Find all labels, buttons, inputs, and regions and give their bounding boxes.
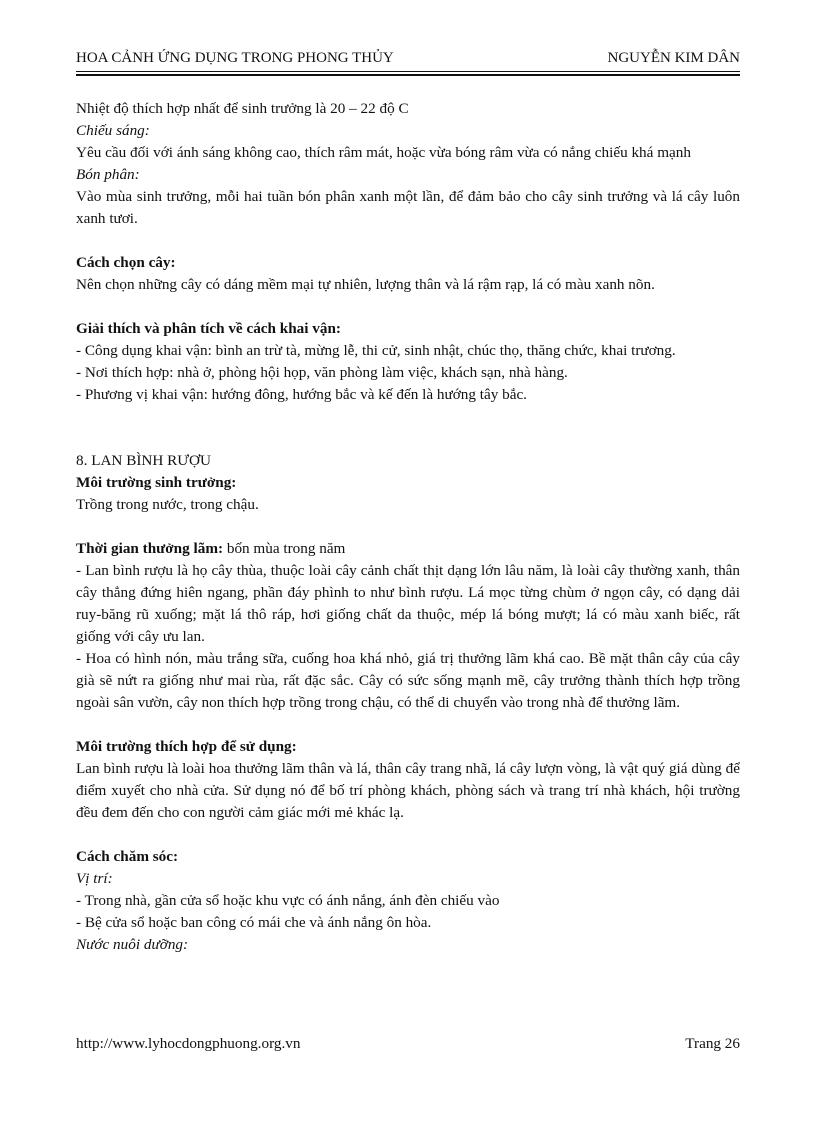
- header-title: HOA CẢNH ỨNG DỤNG TRONG PHONG THỦY: [76, 50, 394, 66]
- section-title: 8. LAN BÌNH RƯỢU: [76, 452, 211, 469]
- lighting-text: Yêu cầu đối với ánh sáng không cao, thích râm mát, hoặc vừa bóng râm vừa có nắng chiếu khá mạnh: [76, 144, 691, 161]
- usage-text: Lan bình rượu là loài hoa thưởng lãm thân và lá, thân cây trang nhã, lá cây lượn vòng, là vật quý giá dùng để điểm xuyết cho nhà cửa. Sử dụng nó để bố trí phòng khách, phòng sách và trang trí nhà khách, hội trường đều đem đến cho con người cảm giác mới mẻ khác lạ.: [76, 760, 740, 821]
- choose-text: Nên chọn những cây có dáng mềm mại tự nhiên, lượng thân và lá rậm rạp, lá có màu xanh nõn.: [76, 276, 655, 293]
- explain-item: - Công dụng khai vận: bình an trừ tà, mừng lễ, thi cử, sinh nhật, chúc thọ, thăng chức, khai trương.: [76, 342, 676, 359]
- fertilizer-text: Vào mùa sinh trưởng, mỗi hai tuần bón phân xanh một lần, để đảm bảo cho cây sinh trưởng và lá cây luôn xanh tươi.: [76, 188, 740, 227]
- viewing-time-heading: Thời gian thưởng lãm:: [76, 540, 224, 557]
- page-content: [76, 98, 740, 956]
- footer-url: http://www.lyhocdongphuong.org.vn: [76, 1035, 301, 1052]
- lighting-label: Chiếu sáng:: [76, 122, 150, 139]
- position-label: Vị trí:: [76, 870, 113, 887]
- choose-heading: Cách chọn cây:: [76, 254, 176, 271]
- environment-heading: Môi trường sinh trưởng:: [76, 474, 237, 491]
- viewing-time-text: bốn mùa trong năm: [223, 540, 346, 557]
- care-heading: Cách chăm sóc:: [76, 848, 179, 865]
- position-item: - Bệ cửa sổ hoặc ban công có mái che và ánh nắng ôn hòa.: [76, 914, 432, 931]
- viewing-time-line: [76, 538, 740, 560]
- explain-item: - Nơi thích hợp: nhà ở, phòng hội họp, văn phòng làm việc, khách sạn, nhà hàng.: [76, 364, 568, 381]
- explain-heading: Giải thích và phân tích về cách khai vận:: [76, 320, 341, 337]
- page-header: [76, 50, 740, 72]
- header-rule-thin: [76, 71, 740, 72]
- page-number: Trang 26: [685, 1035, 740, 1052]
- water-label: Nước nuôi dưỡng:: [76, 936, 189, 953]
- usage-heading: Môi trường thích hợp để sử dụng:: [76, 738, 297, 755]
- header-rule-thick: [76, 74, 740, 76]
- explain-item: - Phương vị khai vận: hướng đông, hướng bắc và kế đến là hướng tây bắc.: [76, 386, 527, 403]
- description-paragraph-2: - Hoa có hình nón, màu trắng sữa, cuống hoa khá nhỏ, giá trị thưởng lãm khá cao. Bề mặt thân cây của cây già sẽ nứt ra giống như mai rùa, rất đặc sắc. Cây có sức sống mạnh mẽ, cây trưởng thành thích hợp trồng ngoài sân vườn, cây non thích hợp trồng trong chậu, có thể di chuyển vào trong nhà để thưởng lãm.: [76, 650, 740, 711]
- environment-text: Trồng trong nước, trong chậu.: [76, 496, 259, 513]
- temperature-line: Nhiệt độ thích hợp nhất để sinh trưởng là 20 – 22 độ C: [76, 100, 409, 117]
- position-item: - Trong nhà, gần cửa sổ hoặc khu vực có ánh nắng, ánh đèn chiếu vào: [76, 892, 500, 909]
- header-author: NGUYỄN KIM DÂN: [607, 50, 740, 66]
- fertilizer-label: Bón phân:: [76, 166, 140, 183]
- description-paragraph-1: - Lan bình rượu là họ cây thùa, thuộc loài cây cảnh chất thịt dạng lớn lâu năm, là loài cây thường xanh, thân cây thẳng đứng hiên ngang, phần đáy phình to như bình rượu. Lá mọc từng chùm ở ngọn cây, có dạng dải ruy-băng rũ xuống; mặt lá thô ráp, hơi giống chất da thuộc, mép lá bóng mượt; lá có màu xanh biếc, rất giống với cây ưu lan.: [76, 562, 740, 645]
